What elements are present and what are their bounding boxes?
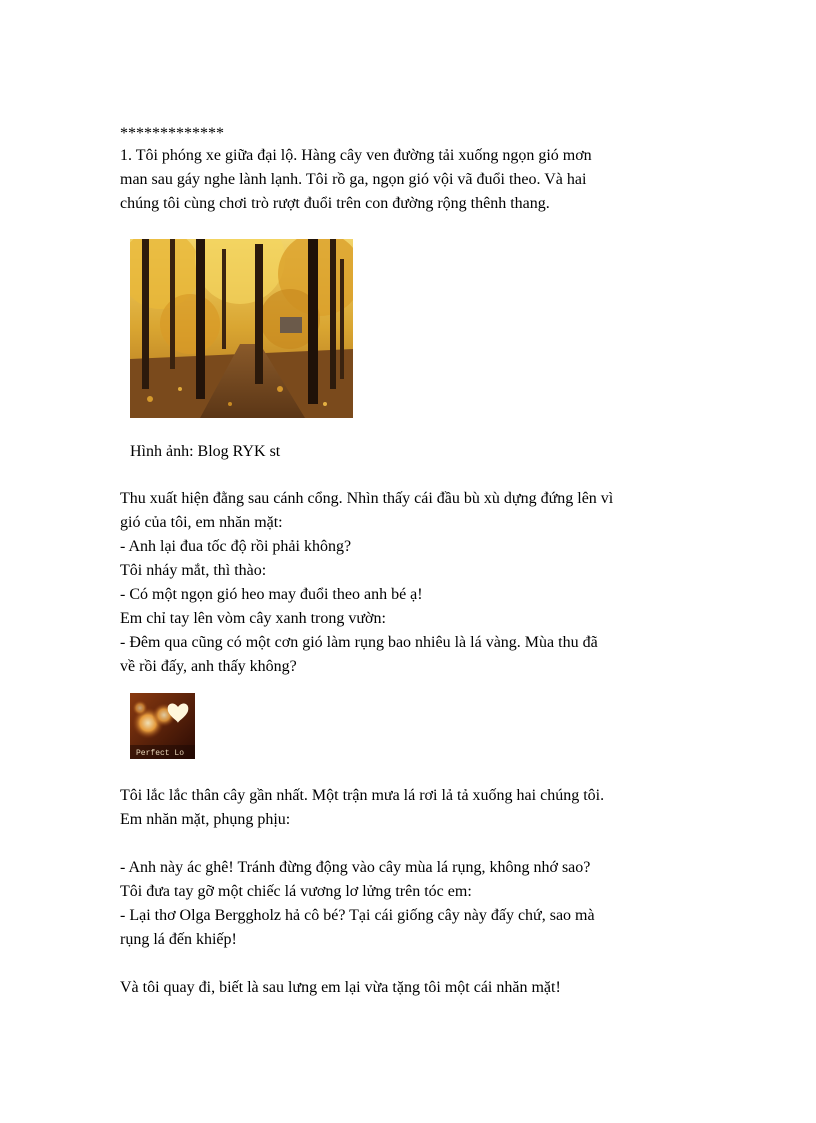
paragraph2-line-2: gió của tôi, em nhăn mặt: — [120, 514, 283, 531]
photo-overlay-text: Perfect Lo — [136, 749, 185, 758]
paragraph-gap — [120, 952, 604, 976]
paragraph3-block — [120, 784, 604, 1000]
heart-bokeh-illustration — [130, 693, 195, 759]
paragraph2-line-1: Thu xuất hiện đằng sau cánh cổng. Nhìn thấy cái đầu bù xù dựng đứng lên vì — [120, 490, 614, 507]
autumn-forest-illustration — [130, 239, 353, 418]
paragraph2-line-7: - Đêm qua cũng có một cơn gió làm rụng bao nhiêu là lá vàng. Mùa thu đã — [120, 634, 598, 651]
paragraph4-line-4: rụng lá đến khiếp! — [120, 931, 237, 948]
paragraph2-line-3: - Anh lại đua tốc độ rồi phải không? — [120, 538, 352, 555]
paragraph1-line-3: chúng tôi cùng chơi trò rượt đuổi trên con đường rộng thênh thang. — [120, 195, 550, 212]
paragraph1-line-2: man sau gáy nghe lành lạnh. Tôi rồ ga, ngọn gió vội vã đuổi theo. Và hai — [120, 171, 587, 188]
paragraph2-line-8: về rồi đấy, anh thấy không? — [120, 658, 297, 675]
paragraph4-line-3: - Lại thơ Olga Berggholz hả cô bé? Tại cái giống cây này đấy chứ, sao mà — [120, 907, 595, 924]
paragraph5-line-1: Và tôi quay đi, biết là sau lưng em lại vừa tặng tôi một cái nhăn mặt! — [120, 979, 561, 996]
paragraph3-line-1: Tôi lắc lắc thân cây gần nhất. Một trận mưa lá rơi lả tả xuống hai chúng tôi. — [120, 787, 605, 804]
paragraph2-line-6: Em chỉ tay lên vòm cây xanh trong vườn: — [120, 610, 386, 627]
autumn-forest-photo — [130, 239, 353, 418]
image-caption: Hình ảnh: Blog RYK st — [130, 443, 281, 460]
paragraph3-line-2: Em nhăn mặt, phụng phịu: — [120, 811, 291, 828]
paragraph1-line-1: 1. Tôi phóng xe giữa đại lộ. Hàng cây ven đường tải xuống ngọn gió mơn — [120, 147, 592, 164]
paragraph4-line-2: Tôi đưa tay gỡ một chiếc lá vương lơ lửng trên tóc em: — [120, 883, 472, 900]
top-text-block — [120, 124, 700, 216]
separator-stars: ************* — [120, 125, 224, 142]
paragraph-gap — [120, 832, 604, 856]
paragraph2-line-5: - Có một ngọn gió heo may đuổi theo anh bé ạ! — [120, 586, 423, 603]
paragraph4-line-1: - Anh này ác ghê! Tránh đừng động vào cây mùa lá rụng, không nhớ sao? — [120, 859, 591, 876]
heart-bokeh-photo — [130, 693, 195, 759]
paragraph2-line-4: Tôi nháy mắt, thì thào: — [120, 562, 267, 579]
paragraph2-block — [120, 487, 613, 679]
